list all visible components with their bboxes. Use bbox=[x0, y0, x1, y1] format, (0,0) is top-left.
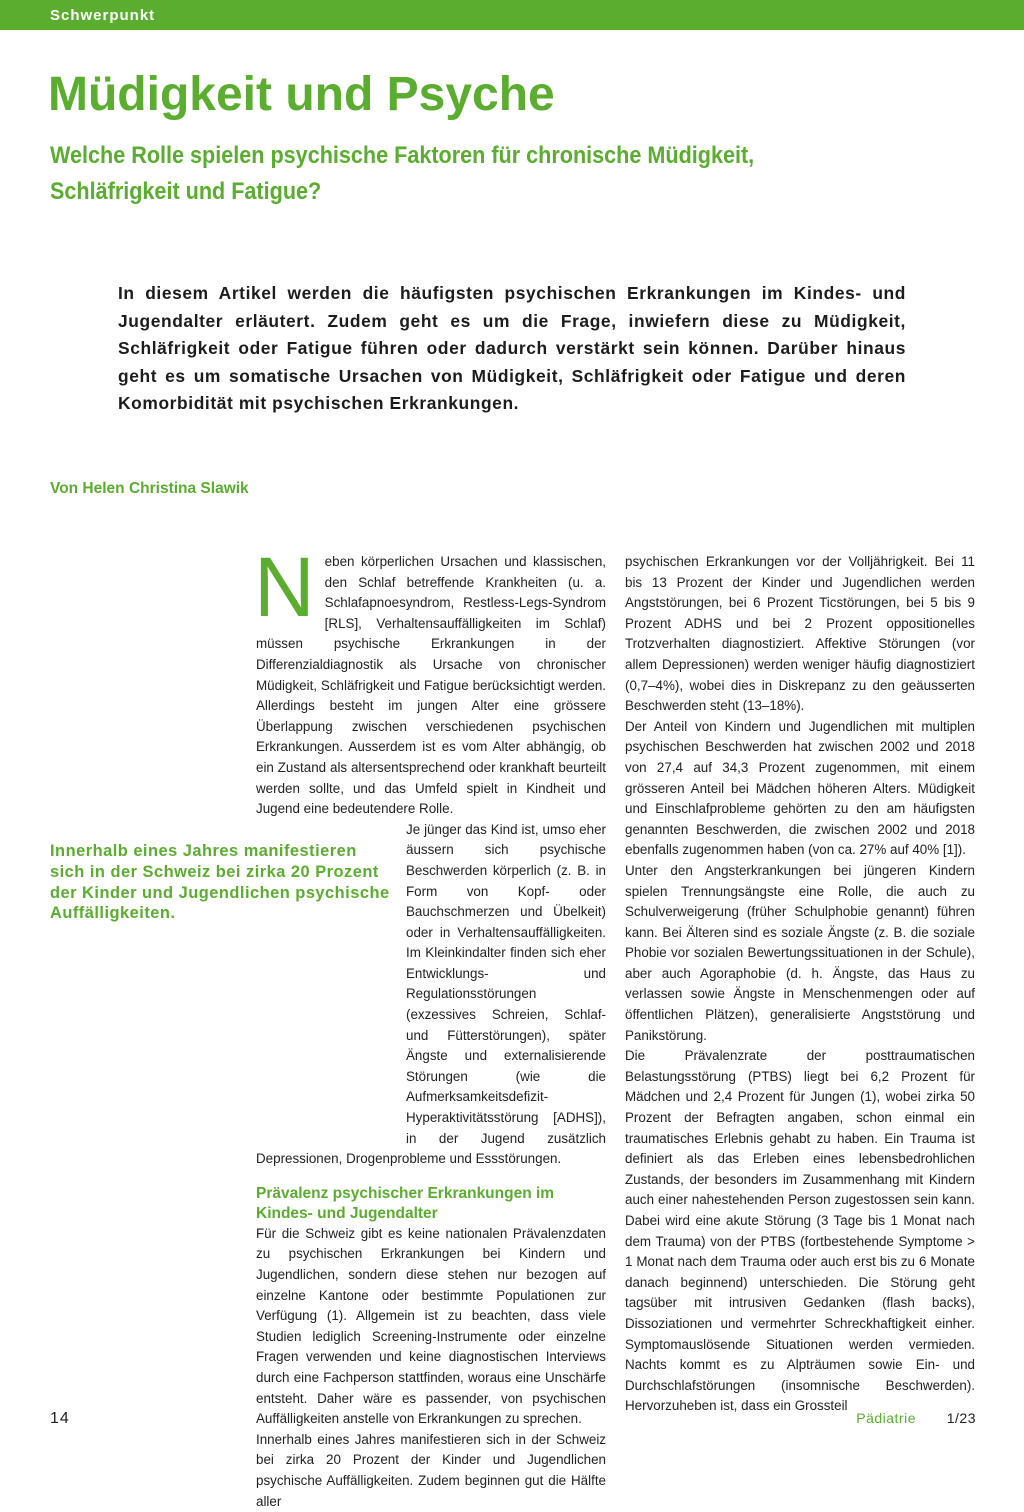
body-paragraph: eben körperlichen Ursachen und klassischen, den Schlaf betreffende Krankheiten (u. a. Schlafapnoesyndrom, Restless-Legs-Syndrom [RLS], Verhaltensauffälligkeiten im Schlaf) müssen psychische Erkrankungen in der Differenzialdiagnostik als Ursache von chronischer Müdigkeit, Schläfrigkeit und Fatigue berücksichtigt werden. Allerdings besteht im jungen Alter eine grössere Überlappung zwischen verschiedenen psychischen Erkrankungen. Ausserdem ist es vom Alter abhängig, ob ein Zustand als altersentsprechend oder krankhaft beurteilt werden sollte, und das Umfeld spielt in Kindheit und Jugend eine bedeutendere Rolle. bbox=[256, 554, 606, 817]
body-column-middle bbox=[254, 540, 606, 1512]
body-paragraph: Innerhalb eines Jahres manifestieren sich in der Schweiz bei zirka 20 Prozent der Kinder und Jugendlichen psychische Auffälligkeiten. Zudem beginnen gut die Hälfte aller bbox=[256, 1431, 606, 1509]
article-title: Müdigkeit und Psyche bbox=[48, 68, 555, 121]
article-lead: In diesem Artikel werden die häufigsten psychischen Erkrankungen im Kindes- und Jugendalter erläutert. Zudem geht es um die Frage, inwiefern diese zu Müdigkeit, Schläfrigkeit oder Fatigue führen oder dadurch verstärkt sein können. Darüber hinaus geht es um somatische Ursachen von Müdigkeit, Schläfrigkeit oder Fatigue und deren Komorbidität mit psychischen Erkrankungen. bbox=[118, 283, 906, 414]
body-paragraph: Die Prävalenzrate der posttraumatischen Belastungsstörung (PTBS) liegt bei 6,2 Prozent für Mädchen und 2,4 Prozent für Jungen (1), wobei zirka 50 Prozent der Befragten angaben, schon einmal ein traumatisches Erlebnis gehabt zu haben. Ein Trauma ist definiert als das Erleben eines lebensbedrohlichen Zustands, der besonders im Zusammenhang mit Kindern auch einer nahestehenden Person zugestossen sein kann. Dabei wird eine akute Störung (3 Tage bis 1 Monat nach dem Trauma) von der PTBS (fortbestehende Symptome > 1 Monat nach dem Trauma oder auch erst bis zu 6 Monate danach beginnend) unterschieden. Die Störung geht tagsüber mit intrusiven Gedanken (flash backs), Dissoziationen und vermehrter Schreckhaftigkeit einher. Symptomauslösende Situationen werden vermieden. Nachts kommt es zu Alpträumen sowie Ein- und Durchschlafstörungen (insomnische Beschwerden). Hervorzuheben ist, dass ein Grossteil bbox=[625, 1048, 975, 1414]
section-header-bar bbox=[0, 0, 1024, 30]
article-subtitle: Welche Rolle spielen psychische Faktoren für chronische Müdigkeit, Schläfrigkeit und Fatigue? bbox=[50, 142, 755, 205]
issue-number: 1/23 bbox=[946, 1410, 976, 1426]
author-byline: Von Helen Christina Slawik bbox=[50, 480, 249, 497]
drop-cap: N bbox=[254, 540, 315, 634]
body-paragraph: Der Anteil von Kindern und Jugendlichen mit multiplen psychischen Beschwerden hat zwischen 2002 und 2018 von 27,4 auf 34,3 Prozent zugenommen, mit einem grösseren Anteil bei Mädchen höheren Alters. Müdigkeit und Einschlafprobleme gehörten zu den am häufigsten genannten Beschwerden, die zwischen 2002 und 2018 ebenfalls zugenommen haben (von ca. 27% auf 40% [1]). bbox=[625, 718, 975, 858]
section-heading: Prävalenz psychischer Erkrankungen im Kindes- und Jugendalter bbox=[256, 1184, 555, 1222]
body-paragraph: psychischen Erkrankungen vor der Volljährigkeit. Bei 11 bis 13 Prozent der Kinder und Jugendlichen werden Angststörungen, bei 6 Prozent Ticstörungen, bei 5 bis 9 Prozent ADHS und bei 2 Prozent oppositionelles Trotzverhalten diagnostiziert. Affektive Störungen (vor allem Depressionen) werden weniger häufig diagnostiziert (0,7–4%), wobei dies in Diskrepanz zu den geäusserten Beschwerden steht (13–18%). bbox=[625, 554, 975, 714]
pull-quote: Innerhalb eines Jahres manifestieren sich in der Schweiz bei zirka 20 Prozent der Kinder und Jugendlichen psychische Auffälligkeiten. bbox=[50, 842, 390, 923]
body-column-right bbox=[625, 552, 975, 1417]
body-paragraph: Für die Schweiz gibt es keine nationalen Prävalenzdaten zu psychischen Erkrankungen bei Kindern und Jugendlichen, sondern diese stehen nur bezogen auf einzelne Kantone oder bestimmte Populationen zur Verfügung (1). Allgemein ist zu beachten, dass viele Studien lediglich Screening-Instrumente oder einzelne Fragen verwenden und keine diagnostischen Interviews durch eine Fachperson stattfinden, woraus eine Unschärfe entsteht. Daher wäre es passender, von psychischen Auffälligkeiten anstelle von Erkrankungen zu sprechen. bbox=[256, 1225, 606, 1427]
body-paragraph: Unter den Angsterkrankungen bei jüngeren Kindern spielen Trennungsängste eine Rolle, die auch zu Schulverweigerung (früher Schulphobie genannt) führen kann. Bei Älteren sind es soziale Ängste (z. B. die soziale Phobie vor sozialen Bewertungssituationen in der Schule), aber auch Agoraphobie (d. h. Ängste, das Haus zu verlassen sowie Ängste in Menschenmengen oder auf öffentlichen Plätzen), generalisierte Angststörung und Panikstörung. bbox=[625, 862, 975, 1043]
section-label: Schwerpunkt bbox=[50, 7, 156, 24]
body-paragraph: Je jünger das Kind ist, umso eher äussern sich psychische Beschwerden körperlich (z. B. in Form von Kopf- oder Bauchschmerzen und Übelkeit) oder in Verhaltensauffälligkeiten. Im Kleinkindalter finden sich eher Entwicklungs- und Regulationsstörungen (exzessives Schreien, Schlaf- und Fütterstörungen), später Ängste und externalisierende Störungen (wie die Aufmerksamkeitsdefizit-Hyperaktivitätsstörung [ADHS]), in der Jugend zusätzlich Depressionen, Drogenprobleme und Essstörungen. bbox=[256, 821, 606, 1167]
pull-quote-space bbox=[256, 1018, 406, 1138]
journal-name: Pädiatrie bbox=[856, 1410, 916, 1426]
page-number: 14 bbox=[50, 1410, 70, 1427]
